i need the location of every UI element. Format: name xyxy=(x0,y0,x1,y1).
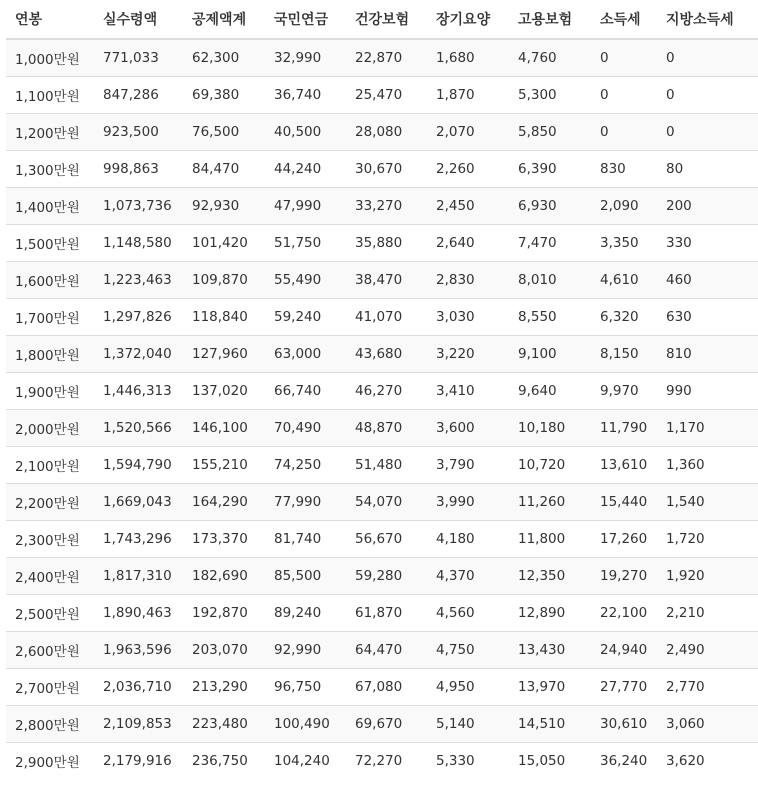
cell-total-deduction: 164,290 xyxy=(183,484,265,521)
table-row xyxy=(6,484,758,521)
cell-health-insurance: 43,680 xyxy=(346,336,427,373)
cell-health-insurance: 51,480 xyxy=(346,447,427,484)
cell-local-income-tax: 2,490 xyxy=(657,632,758,669)
cell-net-pay: 2,036,710 xyxy=(94,669,183,706)
cell-total-deduction: 155,210 xyxy=(183,447,265,484)
cell-income-tax: 15,440 xyxy=(591,484,657,521)
cell-net-pay: 771,033 xyxy=(94,39,183,77)
cell-income-tax: 6,320 xyxy=(591,299,657,336)
cell-net-pay: 1,223,463 xyxy=(94,262,183,299)
table-row xyxy=(6,558,758,595)
cell-annual-salary: 1,500만원 xyxy=(6,225,94,262)
cell-local-income-tax: 3,060 xyxy=(657,706,758,743)
cell-health-insurance: 41,070 xyxy=(346,299,427,336)
cell-local-income-tax: 2,770 xyxy=(657,669,758,706)
cell-annual-salary: 2,300만원 xyxy=(6,521,94,558)
table-row xyxy=(6,706,758,743)
cell-total-deduction: 203,070 xyxy=(183,632,265,669)
cell-local-income-tax: 1,920 xyxy=(657,558,758,595)
cell-net-pay: 1,446,313 xyxy=(94,373,183,410)
cell-long-term-care: 4,370 xyxy=(427,558,509,595)
cell-total-deduction: 84,470 xyxy=(183,151,265,188)
cell-health-insurance: 30,670 xyxy=(346,151,427,188)
cell-local-income-tax: 0 xyxy=(657,114,758,151)
cell-employment-insurance: 5,300 xyxy=(509,77,591,114)
cell-annual-salary: 1,900만원 xyxy=(6,373,94,410)
cell-annual-salary: 1,400만원 xyxy=(6,188,94,225)
cell-income-tax: 0 xyxy=(591,39,657,77)
table-body xyxy=(6,39,758,779)
header-row xyxy=(6,0,758,39)
cell-employment-insurance: 9,100 xyxy=(509,336,591,373)
cell-health-insurance: 28,080 xyxy=(346,114,427,151)
cell-national-pension: 85,500 xyxy=(265,558,346,595)
cell-annual-salary: 1,000만원 xyxy=(6,39,94,77)
cell-health-insurance: 61,870 xyxy=(346,595,427,632)
cell-national-pension: 77,990 xyxy=(265,484,346,521)
table-row xyxy=(6,521,758,558)
cell-employment-insurance: 4,760 xyxy=(509,39,591,77)
cell-income-tax: 17,260 xyxy=(591,521,657,558)
cell-total-deduction: 76,500 xyxy=(183,114,265,151)
cell-income-tax: 2,090 xyxy=(591,188,657,225)
cell-net-pay: 1,890,463 xyxy=(94,595,183,632)
cell-health-insurance: 56,670 xyxy=(346,521,427,558)
cell-health-insurance: 48,870 xyxy=(346,410,427,447)
cell-net-pay: 1,594,790 xyxy=(94,447,183,484)
cell-health-insurance: 59,280 xyxy=(346,558,427,595)
cell-total-deduction: 137,020 xyxy=(183,373,265,410)
cell-long-term-care: 1,680 xyxy=(427,39,509,77)
cell-national-pension: 55,490 xyxy=(265,262,346,299)
cell-total-deduction: 92,930 xyxy=(183,188,265,225)
cell-annual-salary: 2,600만원 xyxy=(6,632,94,669)
cell-employment-insurance: 10,720 xyxy=(509,447,591,484)
cell-employment-insurance: 8,010 xyxy=(509,262,591,299)
table-row xyxy=(6,114,758,151)
header-annual-salary: 연봉 xyxy=(6,0,94,39)
cell-annual-salary: 2,800만원 xyxy=(6,706,94,743)
cell-employment-insurance: 12,350 xyxy=(509,558,591,595)
cell-national-pension: 66,740 xyxy=(265,373,346,410)
cell-income-tax: 8,150 xyxy=(591,336,657,373)
cell-income-tax: 4,610 xyxy=(591,262,657,299)
cell-net-pay: 847,286 xyxy=(94,77,183,114)
cell-health-insurance: 64,470 xyxy=(346,632,427,669)
cell-long-term-care: 5,140 xyxy=(427,706,509,743)
cell-annual-salary: 2,700만원 xyxy=(6,669,94,706)
cell-national-pension: 40,500 xyxy=(265,114,346,151)
cell-annual-salary: 1,800만원 xyxy=(6,336,94,373)
cell-income-tax: 22,100 xyxy=(591,595,657,632)
cell-long-term-care: 4,750 xyxy=(427,632,509,669)
cell-long-term-care: 2,070 xyxy=(427,114,509,151)
cell-local-income-tax: 330 xyxy=(657,225,758,262)
header-income-tax: 소득세 xyxy=(591,0,657,39)
cell-long-term-care: 3,030 xyxy=(427,299,509,336)
cell-local-income-tax: 1,360 xyxy=(657,447,758,484)
cell-health-insurance: 67,080 xyxy=(346,669,427,706)
header-local-income-tax: 지방소득세 xyxy=(657,0,758,39)
table-row xyxy=(6,669,758,706)
cell-income-tax: 27,770 xyxy=(591,669,657,706)
table-row xyxy=(6,595,758,632)
table-row xyxy=(6,299,758,336)
cell-health-insurance: 38,470 xyxy=(346,262,427,299)
cell-income-tax: 24,940 xyxy=(591,632,657,669)
table-row xyxy=(6,632,758,669)
cell-national-pension: 63,000 xyxy=(265,336,346,373)
cell-health-insurance: 72,270 xyxy=(346,743,427,780)
cell-national-pension: 74,250 xyxy=(265,447,346,484)
cell-national-pension: 100,490 xyxy=(265,706,346,743)
cell-health-insurance: 33,270 xyxy=(346,188,427,225)
cell-long-term-care: 3,990 xyxy=(427,484,509,521)
cell-local-income-tax: 200 xyxy=(657,188,758,225)
cell-employment-insurance: 13,430 xyxy=(509,632,591,669)
table-row xyxy=(6,225,758,262)
cell-income-tax: 36,240 xyxy=(591,743,657,780)
cell-national-pension: 70,490 xyxy=(265,410,346,447)
cell-net-pay: 1,148,580 xyxy=(94,225,183,262)
cell-employment-insurance: 11,260 xyxy=(509,484,591,521)
cell-health-insurance: 54,070 xyxy=(346,484,427,521)
cell-local-income-tax: 460 xyxy=(657,262,758,299)
cell-income-tax: 0 xyxy=(591,77,657,114)
table-row xyxy=(6,447,758,484)
cell-net-pay: 1,963,596 xyxy=(94,632,183,669)
cell-national-pension: 92,990 xyxy=(265,632,346,669)
cell-annual-salary: 2,400만원 xyxy=(6,558,94,595)
cell-employment-insurance: 11,800 xyxy=(509,521,591,558)
cell-income-tax: 3,350 xyxy=(591,225,657,262)
cell-health-insurance: 25,470 xyxy=(346,77,427,114)
cell-annual-salary: 2,000만원 xyxy=(6,410,94,447)
cell-net-pay: 998,863 xyxy=(94,151,183,188)
cell-net-pay: 1,073,736 xyxy=(94,188,183,225)
cell-long-term-care: 2,260 xyxy=(427,151,509,188)
cell-local-income-tax: 80 xyxy=(657,151,758,188)
cell-income-tax: 13,610 xyxy=(591,447,657,484)
cell-net-pay: 1,520,566 xyxy=(94,410,183,447)
cell-income-tax: 9,970 xyxy=(591,373,657,410)
cell-national-pension: 96,750 xyxy=(265,669,346,706)
cell-employment-insurance: 12,890 xyxy=(509,595,591,632)
cell-total-deduction: 109,870 xyxy=(183,262,265,299)
cell-health-insurance: 22,870 xyxy=(346,39,427,77)
cell-total-deduction: 173,370 xyxy=(183,521,265,558)
table-row xyxy=(6,39,758,77)
cell-total-deduction: 182,690 xyxy=(183,558,265,595)
table-row xyxy=(6,77,758,114)
header-employment-insurance: 고용보험 xyxy=(509,0,591,39)
cell-net-pay: 1,297,826 xyxy=(94,299,183,336)
table-header xyxy=(6,0,758,39)
cell-long-term-care: 1,870 xyxy=(427,77,509,114)
cell-annual-salary: 1,600만원 xyxy=(6,262,94,299)
cell-net-pay: 1,817,310 xyxy=(94,558,183,595)
cell-annual-salary: 1,300만원 xyxy=(6,151,94,188)
cell-annual-salary: 2,500만원 xyxy=(6,595,94,632)
cell-national-pension: 47,990 xyxy=(265,188,346,225)
cell-total-deduction: 127,960 xyxy=(183,336,265,373)
cell-employment-insurance: 9,640 xyxy=(509,373,591,410)
cell-local-income-tax: 630 xyxy=(657,299,758,336)
cell-local-income-tax: 810 xyxy=(657,336,758,373)
cell-total-deduction: 213,290 xyxy=(183,669,265,706)
cell-income-tax: 11,790 xyxy=(591,410,657,447)
cell-income-tax: 830 xyxy=(591,151,657,188)
cell-annual-salary: 1,700만원 xyxy=(6,299,94,336)
header-total-deduction: 공제액계 xyxy=(183,0,265,39)
cell-total-deduction: 146,100 xyxy=(183,410,265,447)
cell-local-income-tax: 0 xyxy=(657,39,758,77)
cell-net-pay: 1,372,040 xyxy=(94,336,183,373)
cell-employment-insurance: 14,510 xyxy=(509,706,591,743)
cell-long-term-care: 4,180 xyxy=(427,521,509,558)
cell-national-pension: 44,240 xyxy=(265,151,346,188)
table-row xyxy=(6,151,758,188)
cell-annual-salary: 2,900만원 xyxy=(6,743,94,780)
cell-employment-insurance: 6,390 xyxy=(509,151,591,188)
cell-employment-insurance: 6,930 xyxy=(509,188,591,225)
cell-national-pension: 51,750 xyxy=(265,225,346,262)
cell-local-income-tax: 1,170 xyxy=(657,410,758,447)
cell-long-term-care: 3,410 xyxy=(427,373,509,410)
cell-annual-salary: 1,100만원 xyxy=(6,77,94,114)
cell-employment-insurance: 5,850 xyxy=(509,114,591,151)
cell-net-pay: 2,179,916 xyxy=(94,743,183,780)
cell-long-term-care: 4,560 xyxy=(427,595,509,632)
header-national-pension: 국민연금 xyxy=(265,0,346,39)
cell-health-insurance: 69,670 xyxy=(346,706,427,743)
cell-employment-insurance: 8,550 xyxy=(509,299,591,336)
cell-net-pay: 1,669,043 xyxy=(94,484,183,521)
cell-health-insurance: 35,880 xyxy=(346,225,427,262)
cell-employment-insurance: 7,470 xyxy=(509,225,591,262)
cell-income-tax: 19,270 xyxy=(591,558,657,595)
table-row xyxy=(6,336,758,373)
cell-national-pension: 32,990 xyxy=(265,39,346,77)
cell-local-income-tax: 2,210 xyxy=(657,595,758,632)
cell-net-pay: 923,500 xyxy=(94,114,183,151)
cell-total-deduction: 69,380 xyxy=(183,77,265,114)
cell-total-deduction: 101,420 xyxy=(183,225,265,262)
cell-long-term-care: 3,220 xyxy=(427,336,509,373)
header-long-term-care: 장기요양 xyxy=(427,0,509,39)
cell-long-term-care: 3,790 xyxy=(427,447,509,484)
cell-local-income-tax: 1,540 xyxy=(657,484,758,521)
cell-long-term-care: 2,450 xyxy=(427,188,509,225)
cell-local-income-tax: 990 xyxy=(657,373,758,410)
cell-local-income-tax: 3,620 xyxy=(657,743,758,780)
cell-national-pension: 104,240 xyxy=(265,743,346,780)
cell-total-deduction: 192,870 xyxy=(183,595,265,632)
table-row xyxy=(6,743,758,780)
table-row xyxy=(6,262,758,299)
table-row xyxy=(6,188,758,225)
cell-annual-salary: 2,200만원 xyxy=(6,484,94,521)
cell-national-pension: 89,240 xyxy=(265,595,346,632)
cell-income-tax: 30,610 xyxy=(591,706,657,743)
cell-long-term-care: 4,950 xyxy=(427,669,509,706)
table-row xyxy=(6,410,758,447)
cell-total-deduction: 118,840 xyxy=(183,299,265,336)
cell-long-term-care: 5,330 xyxy=(427,743,509,780)
cell-income-tax: 0 xyxy=(591,114,657,151)
table-row xyxy=(6,373,758,410)
cell-long-term-care: 2,830 xyxy=(427,262,509,299)
cell-long-term-care: 2,640 xyxy=(427,225,509,262)
cell-total-deduction: 236,750 xyxy=(183,743,265,780)
cell-national-pension: 36,740 xyxy=(265,77,346,114)
cell-national-pension: 59,240 xyxy=(265,299,346,336)
cell-net-pay: 1,743,296 xyxy=(94,521,183,558)
salary-table xyxy=(6,0,758,779)
cell-employment-insurance: 13,970 xyxy=(509,669,591,706)
cell-employment-insurance: 15,050 xyxy=(509,743,591,780)
cell-total-deduction: 223,480 xyxy=(183,706,265,743)
cell-national-pension: 81,740 xyxy=(265,521,346,558)
header-net-pay: 실수령액 xyxy=(94,0,183,39)
cell-annual-salary: 1,200만원 xyxy=(6,114,94,151)
cell-local-income-tax: 0 xyxy=(657,77,758,114)
header-health-insurance: 건강보험 xyxy=(346,0,427,39)
cell-local-income-tax: 1,720 xyxy=(657,521,758,558)
cell-total-deduction: 62,300 xyxy=(183,39,265,77)
cell-employment-insurance: 10,180 xyxy=(509,410,591,447)
cell-long-term-care: 3,600 xyxy=(427,410,509,447)
salary-table-container xyxy=(6,0,734,779)
cell-health-insurance: 46,270 xyxy=(346,373,427,410)
cell-annual-salary: 2,100만원 xyxy=(6,447,94,484)
cell-net-pay: 2,109,853 xyxy=(94,706,183,743)
